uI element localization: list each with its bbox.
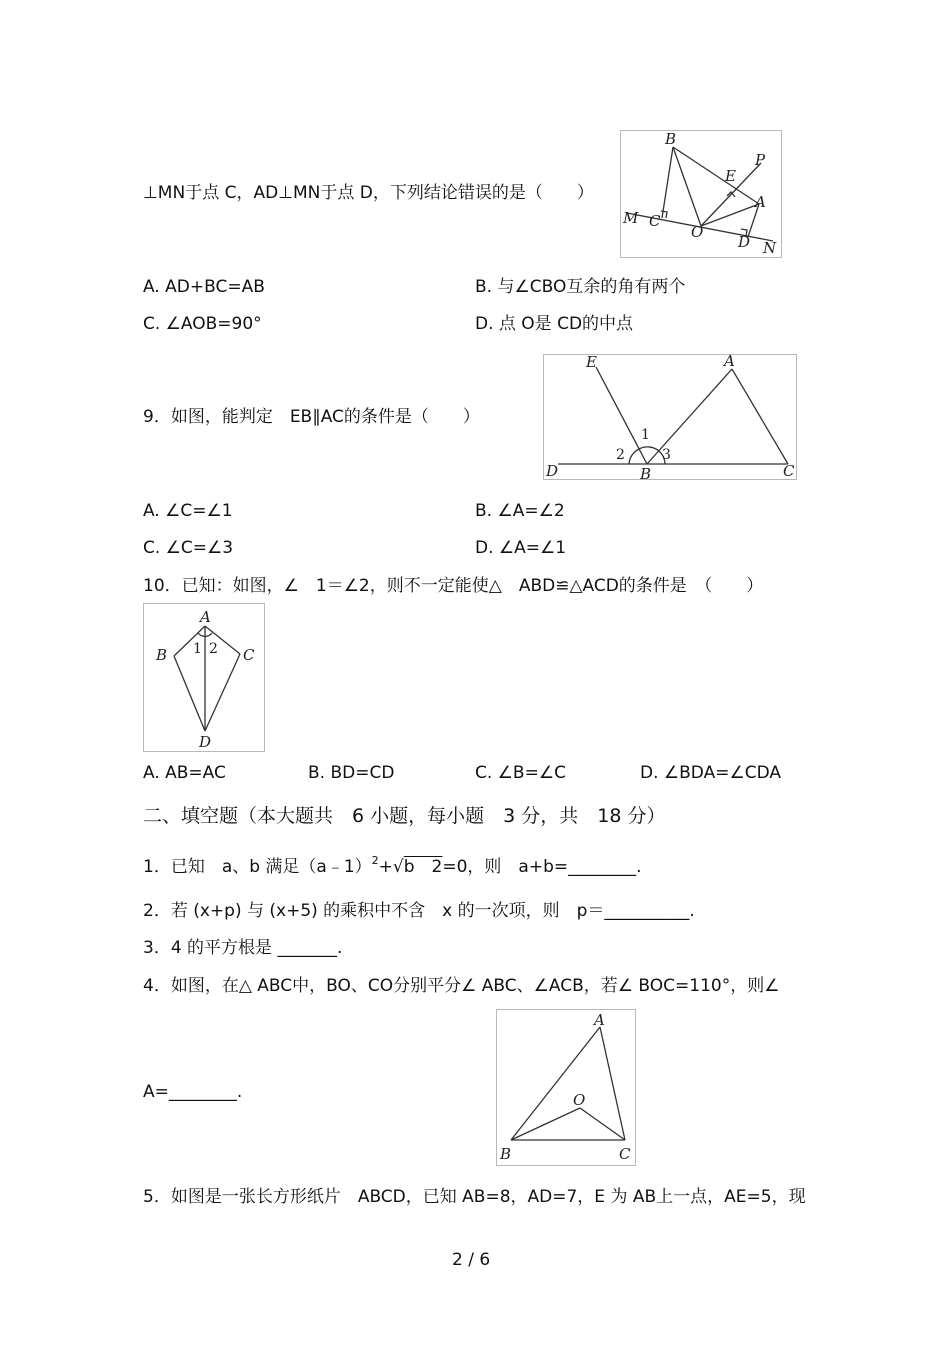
fill-1 [143, 854, 642, 879]
q8-label-A: A [755, 193, 766, 211]
q10-label-B: B [156, 646, 168, 664]
q10-option-a: A. AB=AC [143, 763, 226, 783]
q9-stem: 9．如图，能判定 EB∥AC的条件是（ ） [143, 407, 480, 427]
q9-label-E: E [586, 355, 597, 371]
q10-label-C: C [243, 646, 255, 664]
q9-figure [543, 354, 797, 480]
q8-label-M: M [623, 209, 639, 227]
q8-option-a: A. AD+BC=AB [143, 277, 265, 297]
q8-label-E: E [725, 167, 736, 185]
q10-option-b: B. BD=CD [308, 763, 395, 783]
q10-label-D: D [199, 733, 212, 751]
fill-1-post: =0，则 a+b=________. [442, 857, 642, 877]
q9-label-D: D [546, 462, 559, 479]
fill-1-plus: + [378, 857, 393, 877]
q10-stem: 10．已知：如图，∠ 1＝∠2，则不一定能使△ ABD≌△ACD的条件是 （ ） [143, 576, 764, 596]
fill-3: 3．4 的平方根是 _______. [143, 938, 343, 958]
q9-option-b: B. ∠A=∠2 [475, 501, 565, 521]
q10-angle-2: 2 [209, 641, 218, 657]
q9-angle-3: 3 [662, 447, 671, 463]
q10-angle-1: 1 [193, 641, 202, 657]
q10-option-d: D. ∠BDA=∠CDA [640, 763, 781, 783]
fill-1-radicand: b 2 [403, 857, 443, 877]
q10-figure [143, 603, 265, 752]
fill-4-label-O: O [573, 1091, 586, 1109]
q8-figure [620, 130, 782, 258]
fill-1-pre: 1．已知 a、b 满足（a﹣1） [143, 857, 372, 877]
q10-label-A: A [200, 608, 211, 626]
fill-4-label-C: C [619, 1145, 631, 1163]
q9-option-a: A. ∠C=∠1 [143, 501, 233, 521]
q8-label-B: B [665, 131, 677, 148]
fill-4-label-B: B [500, 1145, 512, 1163]
fill-1-exponent: 2 [371, 854, 379, 867]
q9-option-c: C. ∠C=∠3 [143, 538, 234, 558]
q9-label-C: C [783, 462, 795, 479]
q8-stem: ⊥MN于点 C，AD⊥MN于点 D，下列结论错误的是（ ） [143, 183, 594, 203]
q8-option-b: B. 与∠CBO互余的角有两个 [475, 277, 686, 297]
q8-option-d: D. 点 O是 CD的中点 [475, 314, 634, 334]
q9-label-A: A [724, 355, 735, 370]
q8-label-O: O [691, 223, 704, 241]
fill-2: 2．若 (x+p) 与 (x+5) 的乘积中不含 x 的一次项，则 p＝__________. [143, 901, 695, 921]
fill-4-figure [496, 1009, 636, 1166]
q8-label-P: P [755, 151, 766, 169]
q8-label-N: N [763, 239, 777, 257]
fill-5: 5．如图是一张长方形纸片 ABCD，已知 AB=8，AD=7，E 为 AB上一点，AE=5，现 [143, 1187, 806, 1207]
q10-option-c: C. ∠B=∠C [475, 763, 566, 783]
q8-label-D: D [738, 233, 751, 251]
fill-4-label-A: A [594, 1011, 605, 1029]
q8-label-C: C [649, 212, 661, 230]
q9-option-d: D. ∠A=∠1 [475, 538, 567, 558]
sqrt-icon: √ [392, 857, 404, 877]
q8-option-c: C. ∠AOB=90° [143, 314, 262, 334]
fill-4-continued: A=________. [143, 1082, 243, 1102]
q9-angle-2: 2 [616, 447, 625, 463]
q9-angle-1: 1 [641, 427, 650, 443]
section-title: 二、填空题（本大题共 6 小题，每小题 3 分，共 18 分） [143, 805, 666, 827]
q9-label-B: B [640, 465, 652, 479]
fill-4-stem: 4．如图，在△ ABC中，BO、CO分别平分∠ ABC、∠ACB，若∠ BOC=110°，则∠ [143, 976, 780, 996]
page-number: 2 / 6 [452, 1250, 491, 1270]
